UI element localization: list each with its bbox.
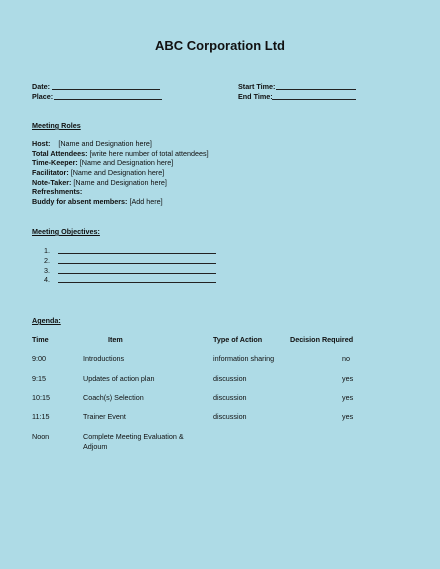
role-buddy — [32, 197, 163, 206]
agenda-heading: Agenda: — [32, 316, 61, 325]
action-cell: information sharing — [213, 354, 275, 363]
column-header-time: Time — [32, 335, 49, 344]
role-time-keeper — [32, 158, 173, 167]
page-title: ABC Corporation Ltd — [155, 38, 285, 53]
decision-cell: yes — [342, 374, 354, 383]
role-label: Facilitator: — [32, 168, 69, 177]
decision-cell: yes — [342, 412, 354, 421]
date-field-line[interactable] — [52, 89, 160, 90]
role-value: [Name and Designation here] — [71, 178, 167, 187]
start-time-label: Start Time: — [238, 82, 276, 91]
column-header-decision: Decision Required — [290, 335, 354, 344]
objective-line[interactable] — [58, 253, 216, 254]
objective-number: 4. — [44, 275, 50, 284]
role-total-attendees — [32, 149, 209, 158]
decision-cell: yes — [342, 393, 354, 402]
item-cell: Updates of action plan — [83, 374, 155, 383]
place-field-line[interactable] — [54, 99, 162, 100]
action-cell: discussion — [213, 374, 247, 383]
time-cell: Noon — [32, 432, 50, 441]
time-cell: 10:15 — [32, 393, 50, 402]
role-value: [Name and Designation here] — [77, 158, 174, 167]
objective-line[interactable] — [58, 282, 216, 283]
agenda-header-row — [0, 335, 440, 355]
action-cell: discussion — [213, 412, 247, 421]
item-cell: Coach(s) Selection — [83, 393, 144, 402]
table-row — [0, 432, 440, 456]
objective-line[interactable] — [58, 273, 216, 274]
role-value: [write here number of total attendees] — [87, 149, 209, 158]
time-cell: 9:00 — [32, 354, 46, 363]
column-header-item: Item — [108, 335, 123, 344]
role-value: [Name and Designation here] — [50, 139, 152, 148]
role-value: [Add here] — [127, 197, 163, 206]
role-label: Refreshments: — [32, 187, 83, 196]
item-cell: Introductions — [83, 354, 125, 363]
objective-number: 2. — [44, 256, 50, 265]
role-value: [Name and Designation here] — [68, 168, 165, 177]
role-label: Host: — [32, 139, 51, 148]
decision-cell: no — [342, 354, 350, 363]
role-facilitator — [32, 168, 164, 177]
role-label: Time-Keeper: — [32, 158, 78, 167]
role-host — [32, 139, 152, 148]
time-cell: 9:15 — [32, 374, 46, 383]
objective-number: 1. — [44, 246, 50, 255]
meeting-roles-heading: Meeting Roles — [32, 121, 81, 130]
table-row — [0, 374, 440, 394]
item-cell: Trainer Event — [83, 412, 126, 421]
table-row — [0, 393, 440, 413]
role-label: Buddy for absent members: — [32, 197, 128, 206]
table-row — [0, 412, 440, 432]
item-cell: Complete Meeting Evaluation & Adjoum — [83, 432, 184, 451]
date-label: Date: — [32, 82, 50, 91]
role-label: Total Attendees: — [32, 149, 88, 158]
end-time-field-line[interactable] — [272, 99, 356, 100]
table-row — [0, 354, 440, 374]
place-label: Place: — [32, 92, 54, 101]
role-label: Note-Taker: — [32, 178, 72, 187]
objective-line[interactable] — [58, 263, 216, 264]
column-header-action: Type of Action — [213, 335, 263, 344]
start-time-field-line[interactable] — [276, 89, 356, 90]
objective-number: 3. — [44, 266, 50, 275]
role-refreshments — [32, 187, 82, 196]
action-cell: discussion — [213, 393, 247, 402]
role-note-taker — [32, 178, 167, 187]
end-time-label: End Time: — [238, 92, 273, 101]
meeting-objectives-heading: Meeting Objectives: — [32, 227, 100, 236]
time-cell: 11:15 — [32, 412, 50, 421]
